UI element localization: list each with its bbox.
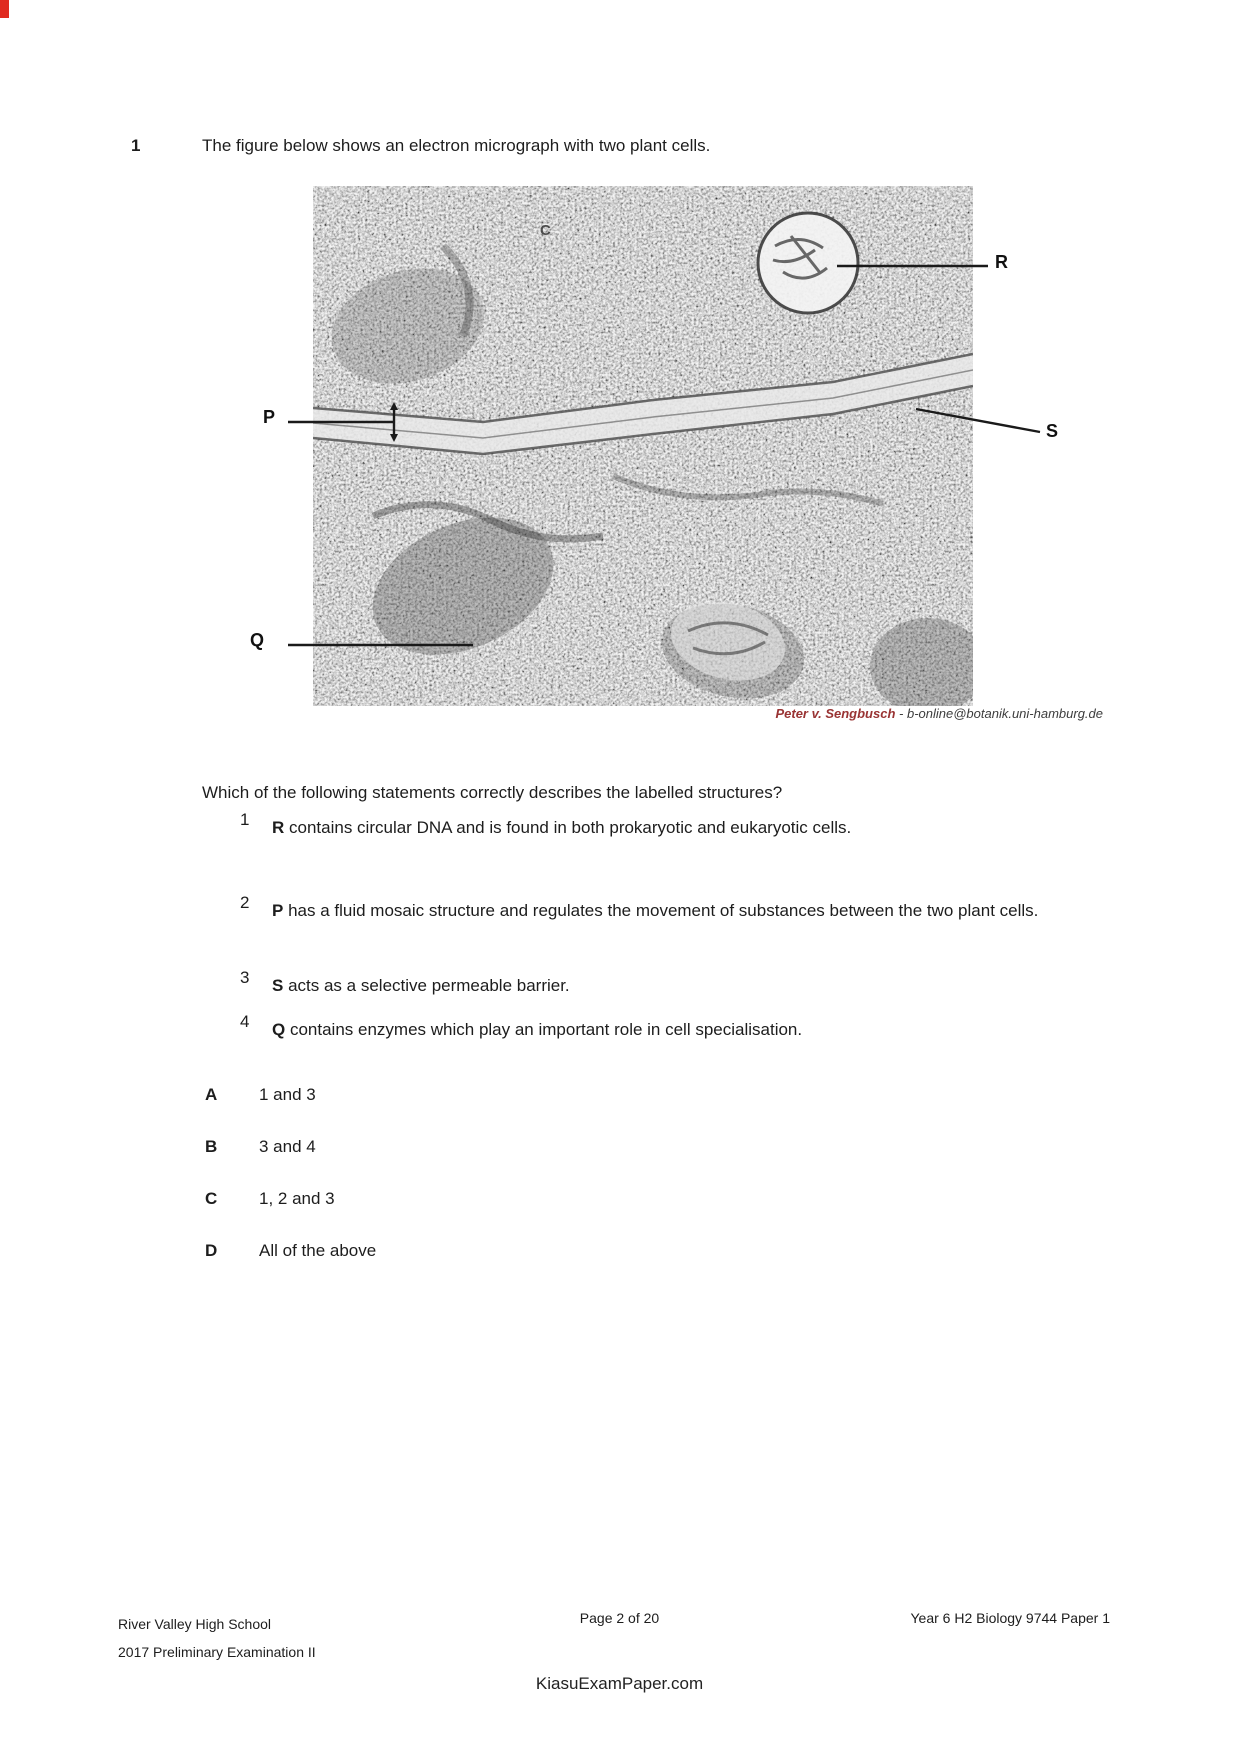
figure-label-S: S: [1046, 421, 1059, 441]
statement-1: [240, 810, 1042, 846]
answer-option-D: [205, 1241, 805, 1261]
statement-1-text: [272, 810, 1040, 846]
option-B-letter: B: [205, 1137, 218, 1156]
footer-paper-title: Year 6 H2 Biology 9744 Paper 1: [910, 1610, 1110, 1626]
electron-micrograph-image: [313, 186, 973, 706]
footer-school: River Valley High School: [118, 1616, 272, 1632]
option-A-letter: A: [205, 1085, 218, 1104]
statement-4-body: contains enzymes which play an important role in cell specialisation.: [289, 1020, 803, 1039]
attribution-author: Peter v. Sengbusch: [775, 706, 896, 721]
option-A-text: 1 and 3: [259, 1085, 316, 1104]
statement-4: [240, 1012, 1042, 1048]
statement-2: [240, 893, 1042, 929]
option-D-text: All of the above: [259, 1241, 377, 1260]
answer-option-C: [205, 1189, 805, 1209]
image-attribution: [775, 706, 1103, 721]
figure-label-Q: Q: [250, 630, 265, 650]
statement-1-body: contains circular DNA and is found in both prokaryotic and eukaryotic cells.: [289, 818, 852, 837]
statement-3-body: acts as a selective permeable barrier.: [288, 976, 570, 995]
question-intro-text: The figure below shows an electron micrograph with two plant cells.: [202, 136, 711, 155]
statement-1-number: 1: [240, 810, 250, 829]
statement-4-structure-letter: Q: [272, 1020, 286, 1039]
statement-3-structure-letter: S: [272, 976, 284, 995]
statement-3: [240, 968, 1042, 1004]
statement-3-text: [272, 968, 1040, 1004]
statement-4-number: 4: [240, 1012, 250, 1031]
option-C-letter: C: [205, 1189, 218, 1208]
statement-4-text: [272, 1012, 1040, 1048]
watermark-text: KiasuExamPaper.com: [535, 1674, 704, 1693]
statement-2-structure-letter: P: [272, 901, 284, 920]
micrograph-texture: [313, 186, 973, 706]
attribution-email: - b-online@botanik.uni-hamburg.de: [895, 706, 1103, 721]
statement-2-body: has a fluid mosaic structure and regulates the movement of substances between the two plant cells.: [288, 901, 1039, 920]
footer-exam: 2017 Preliminary Examination II: [118, 1644, 316, 1660]
statement-2-text: [272, 893, 1040, 929]
scan-artifact-mark: [0, 0, 9, 18]
statement-2-number: 2: [240, 893, 250, 912]
statement-3-number: 3: [240, 968, 250, 987]
option-D-letter: D: [205, 1241, 218, 1260]
footer-page-number: Page 2 of 20: [579, 1610, 660, 1626]
figure-label-P: P: [263, 407, 276, 427]
answer-option-B: [205, 1137, 805, 1157]
option-C-text: 1, 2 and 3: [259, 1189, 335, 1208]
figure-label-R: R: [995, 252, 1008, 272]
micrograph-inline-mark: C: [540, 222, 551, 239]
answer-option-A: [205, 1085, 805, 1105]
option-B-text: 3 and 4: [259, 1137, 316, 1156]
question-number: 1: [131, 136, 141, 155]
statement-1-structure-letter: R: [272, 818, 285, 837]
question-prompt-text: Which of the following statements correctly describes the labelled structures?: [202, 783, 783, 802]
